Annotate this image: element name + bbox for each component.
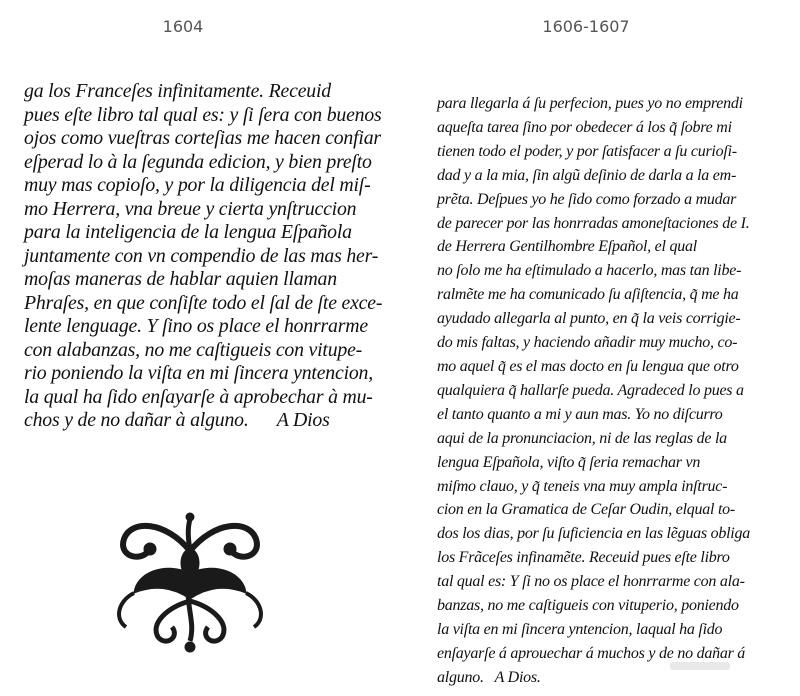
left-page-text — [24, 80, 382, 433]
right-page-line: aqueſta tarea ſino por obedecer á los q̃ ſobre mi — [437, 118, 732, 136]
left-page-line: eſperad lo à la ſegunda edicion, y bien preſto — [24, 150, 372, 173]
right-page-line: miſmo clauo, y q̃ teneis vna muy ampla inſtruc- — [437, 477, 728, 495]
right-page-line: el tanto quanto a mi y aun mas. Yo no diſcurro — [437, 405, 723, 423]
right-page-text — [437, 92, 750, 690]
left-page-line: ojos como vueſtras corteſias me hacen confiar — [24, 127, 381, 149]
right-page-line: ralmẽte me ha comunicado ſu aſiſtencia, q̃ me ha — [437, 286, 739, 304]
caption-1606-1607: 1606-1607 — [542, 17, 630, 36]
right-page-line: banzas, no me caſtigueis con vituperio, poniendo — [437, 597, 739, 615]
left-page-line: rio poniendo la viſta en mi ſincera yntencion, — [24, 362, 373, 384]
right-page-line: dos los dias, por ſu ſuficiencia en las lẽguas obliga — [437, 525, 750, 543]
right-page-line: mo aquel q̃ es el mas docto en ſu lengua que otro — [437, 357, 739, 375]
left-page-line: muy mas copioſo, y por la diligencia del miſ- — [24, 174, 371, 196]
left-page-line: ga los Franceſes infinitamente. Receuid — [24, 80, 331, 102]
right-page-line: enſayarſe á aprouechar á muchos y de no dañar á — [437, 644, 746, 662]
right-page-line: la viſta en mi ſincera yntencion, laqual ha ſido — [437, 620, 723, 638]
left-page-line: lente lenguage. Y ſino os place el honrrarme — [24, 315, 368, 337]
right-page-line: prẽta. Deſpues yo he ſido como forzado a mudar — [437, 190, 737, 208]
left-page-line: la qual ha ſido enſayarſe à aprobechar à mu- — [24, 385, 373, 408]
right-page-line: do mis faltas, y haciendo añadir muy mucho, co- — [437, 334, 738, 352]
right-page-line: aqui de la pronunciacion, ni de las reglas de la — [437, 429, 727, 447]
right-page-line: alguno. A Dios. — [437, 668, 541, 686]
right-page-line: los Frãceſes infinamẽte. Receuid pues eſte libro — [437, 549, 730, 567]
right-page-line: cion en la Gramatica de Ceſar Oudin, elqual to- — [437, 501, 735, 519]
right-page-line: tal qual es: Y ſi no os place el honrrarme con ala- — [437, 573, 745, 591]
right-page-line: de parecer por las honrradas amoneſtaciones de I. — [437, 214, 750, 232]
faint-smudge — [670, 662, 730, 670]
right-page-line: no ſolo me ha eſtimulado a hacerlo, mas tan libe- — [437, 262, 742, 280]
right-page-line: lengua Eſpañola, viſto q̃ ſeria remachar vn — [437, 453, 701, 471]
left-page-line: mo Herrera, vna breue y cierta ynſtruccion — [24, 197, 357, 220]
caption-1604: 1604 — [162, 17, 204, 36]
left-page-line: chos y de no dañar à alguno. A Dios — [24, 409, 330, 431]
right-page-line: tienen todo el poder, y por ſatisfacer a ſu curioſi- — [437, 142, 737, 160]
right-page-line: de Herrera Gentilhombre Eſpañol, el qual — [437, 238, 697, 256]
right-page-line: qualquiera q̃ hallarſe pueda. Agradeced lo pues a — [437, 381, 744, 399]
left-page-line: Phraſes, en que conſiſte todo el ſal de ſte exce- — [24, 291, 383, 314]
fleuron-ornament-icon — [106, 511, 274, 653]
left-page-line: para la inteligencia de la lengua Eſpañola — [24, 221, 352, 243]
left-page-line: juntamente con vn compendio de las mas her- — [24, 244, 379, 267]
right-page-line: para llegarla á ſu perfecion, pues yo no emprendi — [437, 95, 743, 112]
right-page-line: ayudado allegarla al punto, en q̃ la veis corrigie- — [437, 310, 741, 328]
left-page-line: pues eſte libro tal qual es: y ſi ſera con buenos — [24, 103, 382, 126]
left-page-line: moſas maneras de hablar aquien llaman — [24, 268, 337, 290]
right-page-line: dad y a la mia, ſin algũ deſinio de darla a la em- — [437, 166, 737, 184]
left-page-line: con alabanzas, no me caſtigueis con vitupe- — [24, 338, 363, 361]
